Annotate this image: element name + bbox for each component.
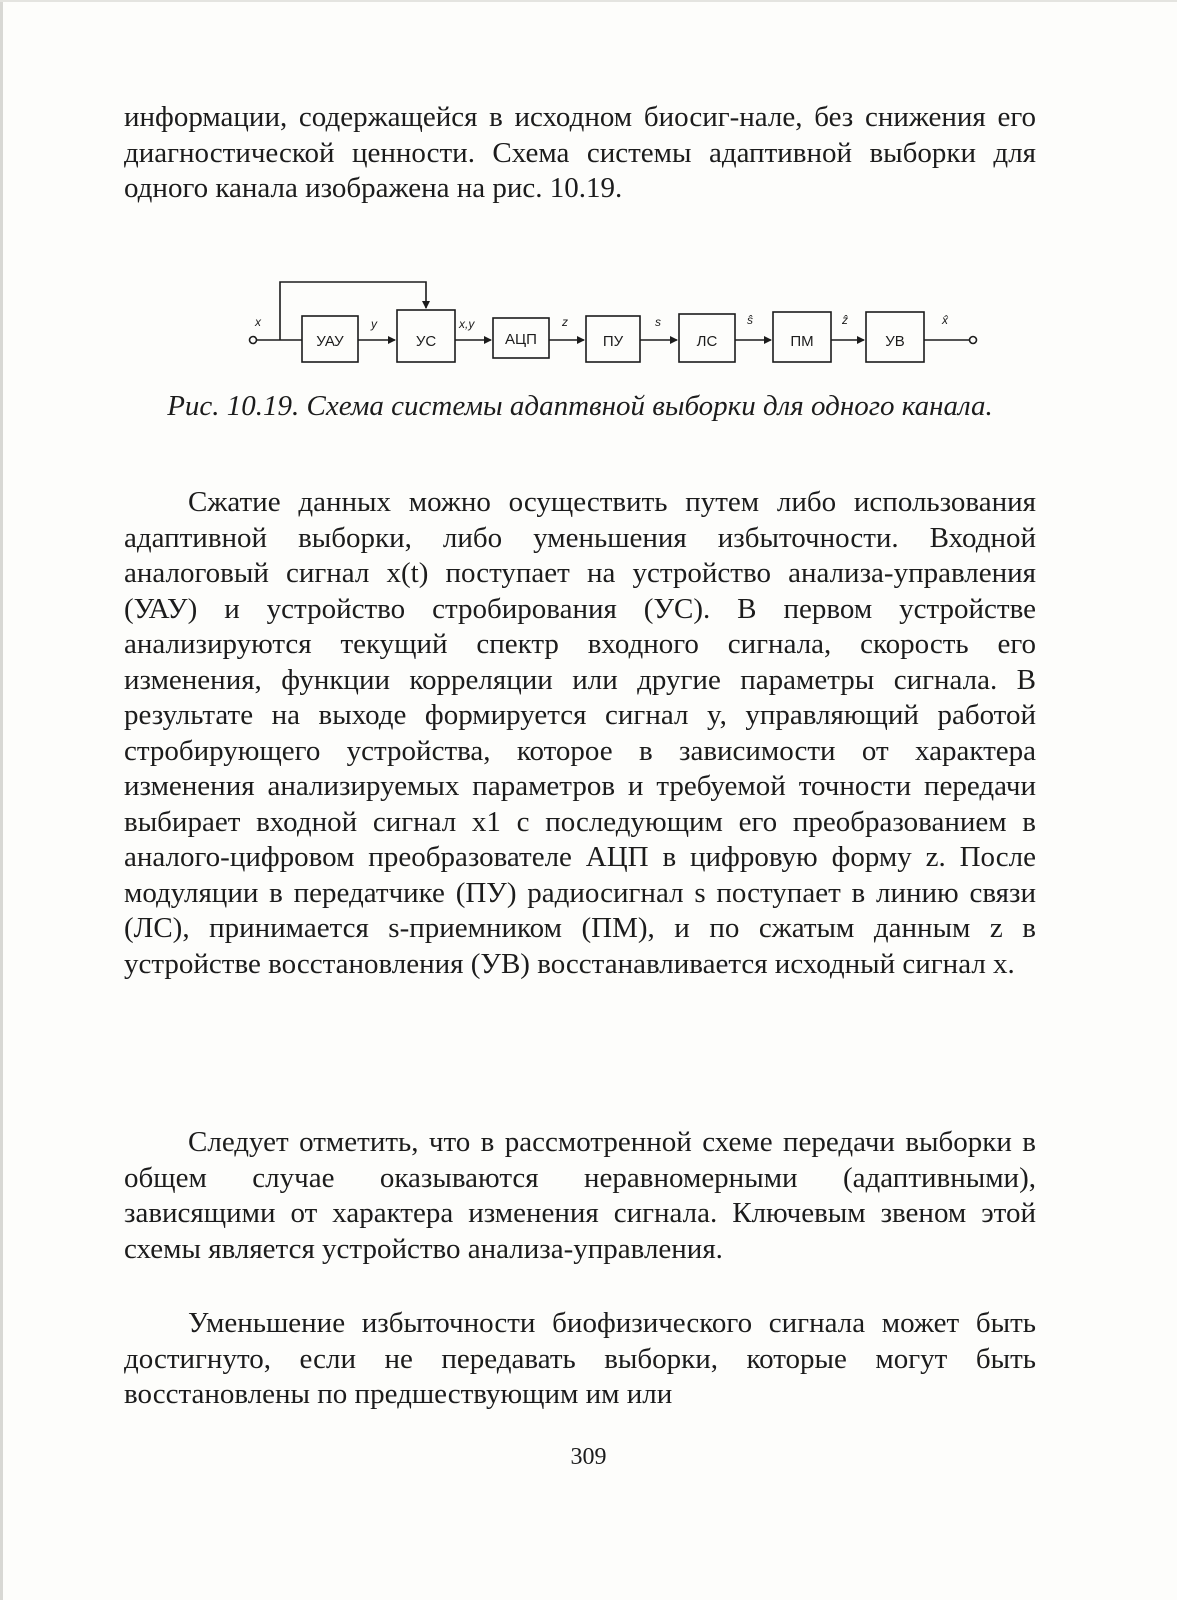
paragraph-main — [124, 485, 1036, 982]
signal-label-y: y — [371, 317, 377, 331]
block-label-ls: ЛС — [696, 333, 718, 350]
signal-label-s-hat: ŝ — [747, 313, 753, 327]
signal-label-x: x — [255, 315, 261, 329]
figure-caption: Рис. 10.19. Схема системы адаптвной выборки для одного канала. — [167, 390, 993, 422]
input-terminal — [250, 337, 257, 344]
block-label-uau: УАУ — [316, 333, 344, 350]
paragraph-last-text: Уменьшение избыточности биофизического сигнала может быть достигнуто, если не передавать выборки, которые могут быть восстановлены по предшествующим им или — [124, 1307, 1036, 1410]
block-label-pu: ПУ — [602, 333, 624, 350]
signal-label-x-hat: x̂ — [942, 313, 948, 327]
paragraph-last — [124, 1306, 1036, 1413]
block-diagram — [245, 278, 985, 378]
signal-label-xy: x,y — [459, 317, 475, 331]
block-label-pm: ПМ — [790, 333, 814, 350]
signal-label-s: s — [655, 315, 661, 329]
signal-label-z: z — [562, 315, 568, 329]
paragraph-top-text: информации, содержащейся в исходном биосиг-нале, без снижения его диагностической ценности. Схема системы адаптивной выборки для одного канала изображена на рис. 10.19. — [124, 101, 1036, 204]
paragraph-note-text: Следует отметить, что в рассмотренной схеме передачи выборки в общем случае оказываются неравномерными (адаптивными), зависящими от характера изменения сигнала. Ключевым звеном этой схемы является устройство анализа-управления. — [124, 1126, 1036, 1265]
paragraph-main-text: Сжатие данных можно осуществить путем либо использования адаптивной выборки, либо уменьшения избыточности. Входной аналоговый сигнал x(t) поступает на устройство анализа-управления (УАУ) и устройство стробирования (УС). В первом устройстве анализируются текущий спектр входного сигнала, скорость его изменения, функции корреляции или другие параметры сигнала. В результате на выходе формируется сигнал y, управляющий работой стробирующего устройства, которое в зависимости от характера изменения анализируемых параметров и требуемой точности передачи выбирает входной сигнал x1 с последующим его преобразованием в аналого-цифровом преобразователе АЦП в цифровую форму z. После модуляции в передатчике (ПУ) радиосигнал s поступает в линию связи (ЛС), принимается s-приемником (ПМ), и по сжатым данным z в устройстве восстановления (УВ) восстанавливается исходный сигнал x. — [124, 486, 1036, 980]
block-label-uv: УВ — [885, 333, 905, 350]
signal-label-z-hat: ẑ — [842, 313, 848, 327]
block-label-adc: АЦП — [505, 331, 537, 348]
output-terminal — [970, 337, 977, 344]
page-edge-top — [0, 0, 1177, 2]
page-number: 309 — [570, 1444, 607, 1470]
page-edge — [0, 0, 3, 1600]
block-diagram-svg — [245, 278, 985, 378]
paragraph-note — [124, 1125, 1036, 1267]
block-label-us: УС — [415, 333, 437, 350]
paragraph-top — [124, 100, 1036, 207]
